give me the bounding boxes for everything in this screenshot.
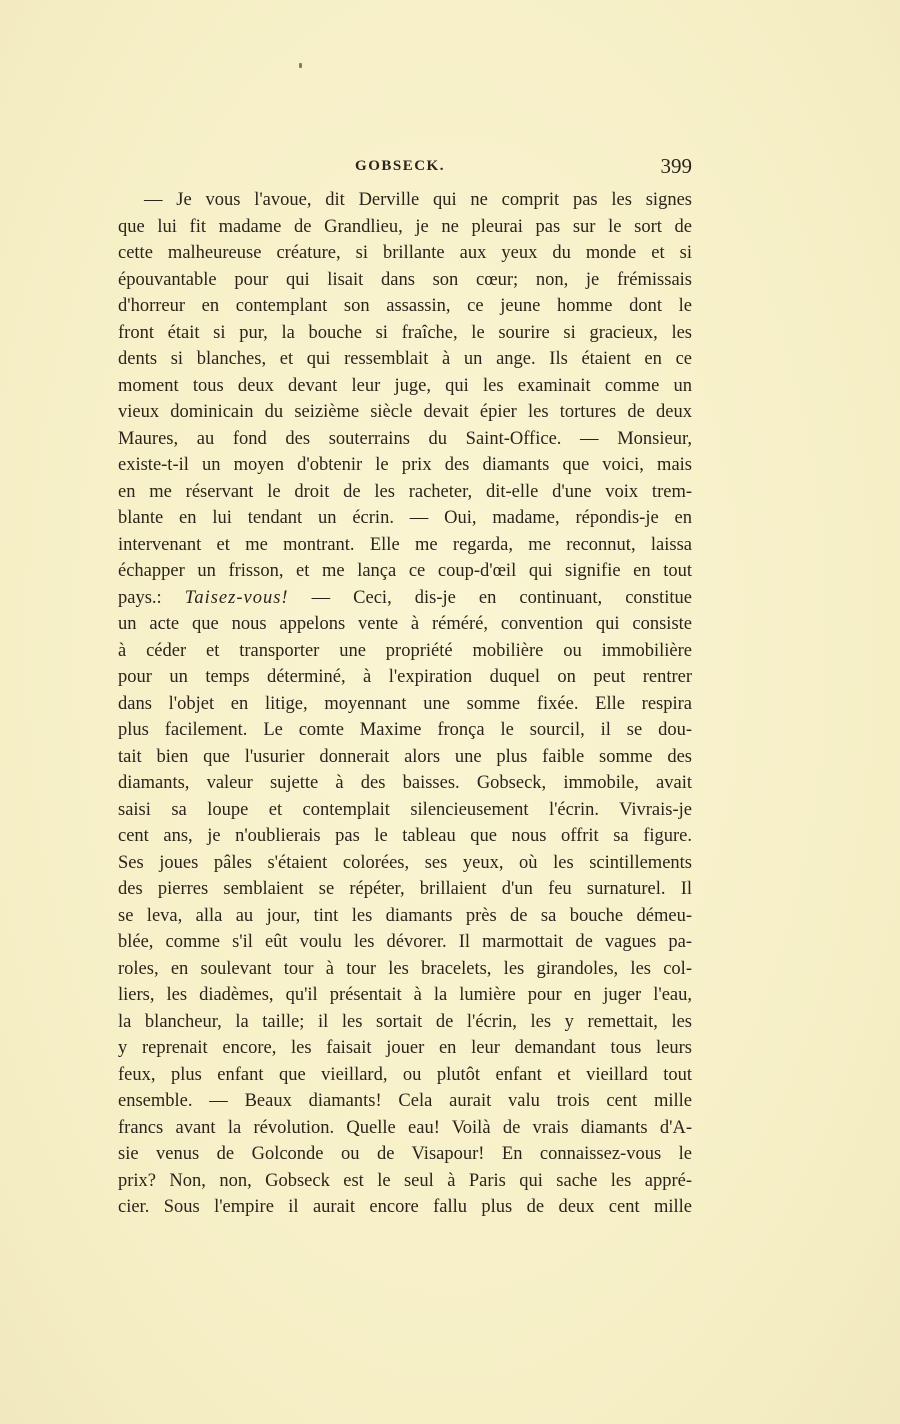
text-line: échapper un frisson, et me lança ce coup-d'œil qui signifie en tout xyxy=(118,561,692,581)
ink-speck xyxy=(299,63,302,68)
text-line: moment tous deux devant leur juge, qui les examinait comme un xyxy=(118,375,692,396)
text-line: y reprenait encore, les faisait jouer en leur demandant tous leurs xyxy=(118,1038,692,1058)
text-line: que lui fit madame de Grandlieu, je ne pleurai pas sur le sort de xyxy=(118,216,692,237)
italic-phrase: Taisez-vous! xyxy=(184,587,289,608)
text-line: des pierres semblaient se répéter, brillaient d'un feu surnaturel. Il xyxy=(118,879,692,899)
text-line: dans l'objet en litige, moyennant une somme fixée. Elle respira xyxy=(118,693,692,714)
text-line: francs avant la révolution. Quelle eau! Voilà de vrais diamants d'A- xyxy=(118,1117,692,1138)
text-line: — Je vous l'avoue, dit Derville qui ne comprit pas les signes xyxy=(144,190,692,210)
page-number: 399 xyxy=(660,154,692,178)
text-line: blée, comme s'il eût voulu les dévorer. Il marmottait de vagues pa- xyxy=(118,932,692,952)
text-line: Maures, au fond des souterrains du Saint-Office. — Monsieur, xyxy=(118,428,692,449)
text-line: feux, plus enfant que vieillard, ou plutôt enfant et vieillard tout xyxy=(118,1064,692,1085)
text-line: la blancheur, la taille; il les sortait de l'écrin, les y remettait, les xyxy=(118,1011,692,1032)
text-line: dents si blanches, et qui ressemblait à un ange. Ils étaient en ce xyxy=(118,349,692,369)
text-line: prix? Non, non, Gobseck est le seul à Paris qui sache les appré- xyxy=(118,1170,692,1191)
text-line: cette malheureuse créature, si brillante aux yeux du monde et si xyxy=(118,243,692,263)
text-line: pour un temps déterminé, à l'expiration duquel on peut rentrer xyxy=(118,667,692,687)
text-line: un acte que nous appelons vente à réméré, convention qui consiste xyxy=(118,614,692,634)
body-text xyxy=(118,187,692,1221)
text-line xyxy=(118,585,692,612)
text-line: front était si pur, la bouche si fraîche, le sourire si gracieux, les xyxy=(118,322,692,343)
text-line: Ses joues pâles s'étaient colorées, ses yeux, où les scintillements xyxy=(118,852,692,873)
text-line: ensemble. — Beaux diamants! Cela aurait valu trois cent mille xyxy=(118,1091,692,1111)
text-line: à céder et transporter une propriété mobilière ou immobilière xyxy=(118,640,692,661)
text-line: en me réservant le droit de les racheter, dit-elle d'une voix trem- xyxy=(118,481,692,502)
text-line: plus facilement. Le comte Maxime fronça le sourcil, il se dou- xyxy=(118,720,692,740)
running-title: GOBSECK. xyxy=(355,158,445,174)
text-line: cent ans, je n'oublierais pas le tableau que nous offrit sa figure. xyxy=(118,826,692,846)
text-line: intervenant et me montrant. Elle me regarda, me reconnut, laissa xyxy=(118,534,692,555)
text-line: se leva, alla au jour, tint les diamants près de sa bouche démeu- xyxy=(118,905,692,926)
text-segment: pays.: xyxy=(118,587,185,608)
text-line: cier. Sous l'empire il aurait encore fallu plus de deux cent mille xyxy=(118,1197,692,1217)
text-segment: — Ceci, dis-je en continuant, constitue xyxy=(288,587,692,608)
text-line: vieux dominicain du seizième siècle devait épier les tortures de deux xyxy=(118,402,692,422)
text-line: tait bien que l'usurier donnerait alors une plus faible somme des xyxy=(118,746,692,767)
text-line: épouvantable pour qui lisait dans son cœur; non, je frémissais xyxy=(118,269,692,290)
text-line: blante en lui tendant un écrin. — Oui, madame, répondis-je en xyxy=(118,508,692,528)
text-line: diamants, valeur sujette à des baisses. Gobseck, immobile, avait xyxy=(118,773,692,793)
text-line: roles, en soulevant tour à tour les bracelets, les girandoles, les col- xyxy=(118,958,692,979)
text-line: sie venus de Golconde ou de Visapour! En connaissez-vous le xyxy=(118,1144,692,1164)
text-line: liers, les diadèmes, qu'il présentait à la lumière pour en juger l'eau, xyxy=(118,985,692,1005)
text-line: existe-t-il un moyen d'obtenir le prix des diamants que voici, mais xyxy=(118,455,692,475)
text-line: d'horreur en contemplant son assassin, ce jeune homme dont le xyxy=(118,296,692,316)
text-line: saisi sa loupe et contemplait silencieusement l'écrin. Vivrais-je xyxy=(118,799,692,820)
